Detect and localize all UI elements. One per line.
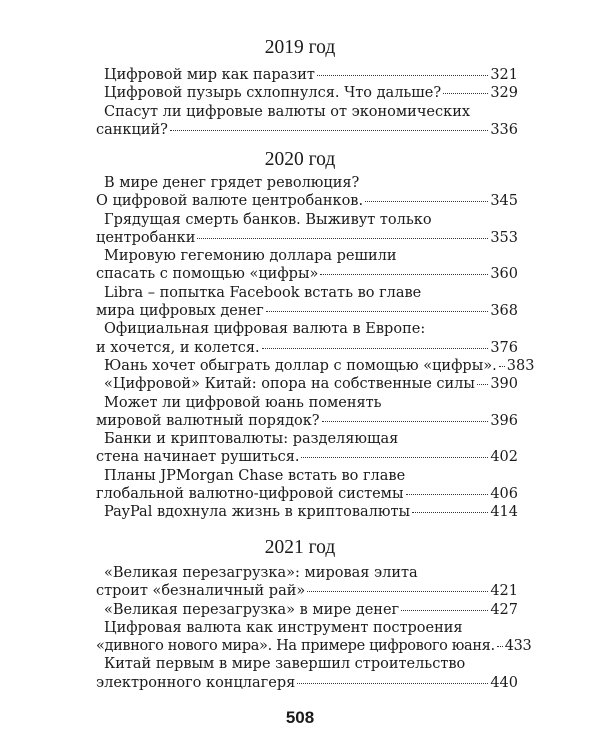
entry-title: Libra – попытка Facebook встать во главе — [104, 284, 422, 301]
entry-page-number: 360 — [490, 266, 518, 283]
entry-title-continued: глобальной валютно-цифровой системы — [96, 486, 404, 503]
section-title: 2021 год — [264, 537, 336, 558]
toc-entry[interactable] — [104, 601, 518, 619]
entry-title: Банки и криптовалюты: разделяющая — [104, 431, 399, 448]
entry-title: Цифровой мир как паразит — [104, 67, 315, 83]
dot-leader — [317, 75, 488, 76]
section-2019 — [0, 36, 600, 139]
dot-leader — [443, 93, 488, 94]
entry-title: PayPal вдохнула жизнь в криптовалюты — [104, 504, 411, 521]
section-2021 — [0, 536, 600, 692]
entry-page-number: 396 — [490, 412, 518, 429]
toc-entry[interactable] — [96, 655, 518, 692]
dot-leader — [322, 421, 489, 422]
entry-page-number: 406 — [490, 486, 518, 503]
page-number: 508 — [285, 708, 315, 727]
entry-page-number: 421 — [490, 583, 518, 600]
entry-page-number: 440 — [490, 674, 518, 691]
entry-page-number: 321 — [490, 67, 518, 83]
section-2020 — [0, 148, 600, 522]
entry-title-continued: санкций? — [96, 121, 168, 138]
dot-leader — [320, 274, 488, 275]
entry-title-continued: и хочется, и колется. — [96, 339, 260, 356]
entry-title-continued: спасать с помощью «цифры» — [96, 266, 319, 283]
dot-leader — [301, 457, 488, 458]
entry-title: Спасут ли цифровые валюты от экономических — [104, 103, 471, 120]
entry-title: Цифровая валюта как инструмент построения — [104, 619, 463, 636]
dot-leader — [197, 238, 488, 239]
dot-leader — [170, 130, 488, 131]
entry-title: Грядущая смерть банков. Выживут только — [104, 211, 432, 228]
toc-entry[interactable] — [104, 357, 535, 375]
toc-entry[interactable] — [96, 394, 518, 431]
entry-page-number: 383 — [506, 357, 535, 374]
entry-page-number: 433 — [504, 638, 532, 655]
entry-page-number: 390 — [490, 376, 518, 393]
toc-entry[interactable] — [104, 503, 518, 521]
entry-page-number: 368 — [490, 303, 518, 320]
entry-page-number: 353 — [490, 229, 518, 246]
toc-entry[interactable] — [96, 103, 518, 140]
toc-entry[interactable] — [104, 375, 518, 393]
section-title: 2019 год — [264, 37, 336, 58]
toc-entry[interactable] — [96, 174, 518, 211]
entry-title-continued: стена начинает рушиться. — [96, 449, 300, 466]
dot-leader — [406, 494, 489, 495]
toc-entry[interactable] — [96, 564, 518, 601]
dot-leader — [477, 384, 488, 385]
dot-leader — [365, 201, 488, 202]
dot-leader — [297, 683, 488, 684]
section-title: 2020 год — [264, 149, 336, 170]
entry-title-continued: мировой валютный порядок? — [96, 412, 320, 429]
dot-leader — [401, 610, 488, 611]
entry-title-continued: О цифровой валюте центробанков. — [96, 193, 364, 210]
entry-page-number: 402 — [490, 449, 518, 466]
toc-entry[interactable] — [96, 284, 518, 321]
toc-entry[interactable] — [96, 211, 518, 248]
entry-page-number: 376 — [490, 339, 518, 356]
entry-page-number: 345 — [490, 193, 518, 210]
entry-page-number: 427 — [490, 601, 518, 618]
entry-page-number: 329 — [490, 85, 518, 102]
entry-page-number: 336 — [490, 121, 518, 138]
entry-title: «Великая перезагрузка» в мире денег — [104, 601, 400, 618]
entry-title: Планы JPMorgan Chase встать во главе — [104, 467, 406, 484]
toc-entry[interactable] — [96, 247, 518, 284]
entry-title: Цифровой пузырь схлопнулся. Что дальше? — [104, 85, 442, 102]
entry-title-continued: «дивного нового мира». На примере цифрового юаня. — [96, 638, 495, 655]
entry-title: В мире денег грядет революция? — [104, 175, 360, 191]
entry-title: Официальная цифровая валюта в Европе: — [104, 321, 426, 338]
toc-entry[interactable] — [96, 619, 532, 656]
entry-title-continued: мира цифровых денег — [96, 303, 264, 320]
entry-title-continued: строит «безналичный рай» — [96, 583, 306, 600]
toc-entry[interactable] — [104, 66, 518, 84]
toc-entry[interactable] — [96, 430, 518, 467]
entry-page-number: 414 — [490, 504, 518, 521]
dot-leader — [499, 366, 505, 367]
entry-title: Китай первым в мире завершил строительство — [104, 656, 466, 673]
entry-title: Мировую гегемонию доллара решили — [104, 248, 397, 265]
toc-entry[interactable] — [104, 84, 518, 102]
entry-title: «Цифровой» Китай: опора на собственные силы — [104, 376, 475, 393]
entry-title-continued: электронного концлагеря — [96, 674, 296, 691]
dot-leader — [412, 512, 488, 513]
toc-entry[interactable] — [96, 467, 518, 504]
dot-leader — [266, 311, 489, 312]
entry-title: Юань хочет обыграть доллар с помощью «цифры». — [104, 357, 497, 374]
dot-leader — [262, 348, 489, 349]
toc-entry[interactable] — [96, 320, 518, 357]
dot-leader — [307, 591, 488, 592]
entry-title-continued: центробанки — [96, 229, 196, 246]
entry-title: «Великая перезагрузка»: мировая элита — [104, 565, 418, 581]
dot-leader — [497, 646, 503, 647]
entry-title: Может ли цифровой юань поменять — [104, 394, 382, 411]
